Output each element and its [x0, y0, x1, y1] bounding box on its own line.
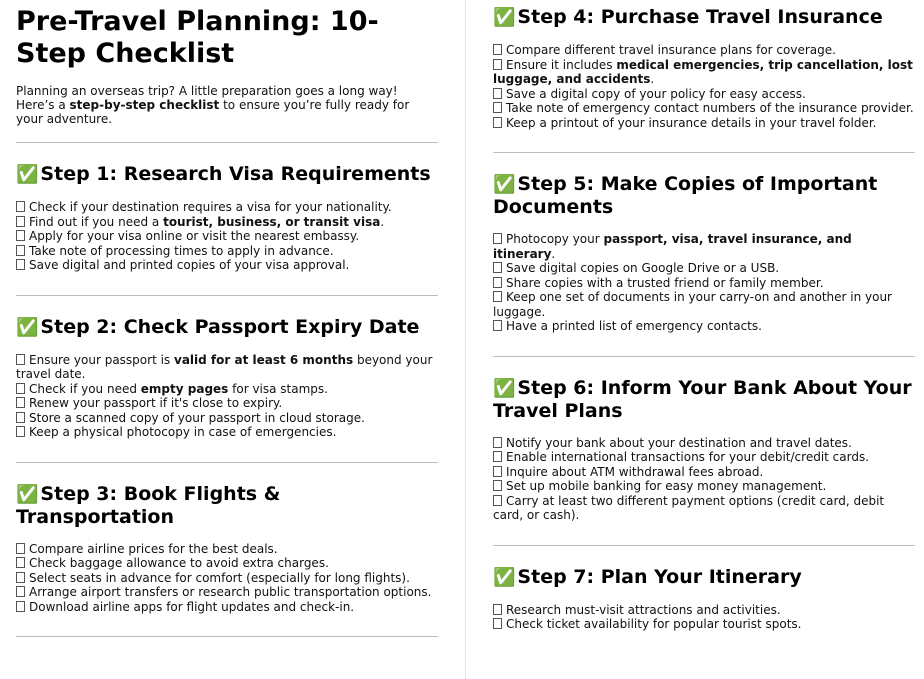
checklist-item: Ensure it includes medical emergencies, trip cancellation, lost luggage, and accidents. [493, 57, 913, 86]
checkmark-icon: ✅ [16, 316, 39, 338]
section-divider [493, 152, 915, 153]
step-1-section [16, 163, 438, 273]
checklist-item: Take note of emergency contact numbers of the insurance provider. [493, 101, 915, 116]
empty-checkbox-icon [493, 480, 502, 491]
checkmark-icon: ✅ [16, 164, 39, 185]
section-divider [16, 142, 438, 143]
step-4-section [493, 6, 915, 130]
empty-checkbox-icon [493, 117, 502, 128]
checklist [493, 436, 915, 523]
checklist-item: Keep one set of documents in your carry-on and another in your luggage. [493, 290, 892, 319]
empty-checkbox-icon [16, 426, 25, 437]
checklist [493, 232, 915, 334]
checklist-item: Select seats in advance for comfort (especially for long flights). [16, 571, 438, 586]
checklist-item: Arrange airport transfers or research public transportation options. [16, 585, 438, 600]
checklist-item: Keep a printout of your insurance details in your travel folder. [493, 116, 915, 131]
checklist [16, 353, 438, 440]
bold-text: valid for at least 6 months [174, 352, 354, 367]
checklist [493, 603, 915, 632]
step-title-text: Step 2: Check Passport Expiry Date [40, 315, 420, 338]
step-title [493, 6, 915, 29]
empty-checkbox-icon [16, 230, 25, 241]
empty-checkbox-icon [493, 320, 502, 331]
empty-checkbox-icon [16, 201, 25, 212]
step-title-text: Step 1: Research Visa Requirements [40, 163, 431, 185]
checkmark-icon: ✅ [493, 566, 516, 588]
step-title-text: Step 6: Inform Your Bank About Your Travel Plans [493, 376, 912, 422]
section-divider [16, 636, 438, 637]
section-divider [493, 545, 915, 546]
checklist [16, 542, 438, 615]
column-divider [465, 0, 466, 679]
checklist-item: Renew your passport if it's close to expiry. [16, 396, 438, 411]
checkmark-icon: ✅ [493, 174, 516, 195]
empty-checkbox-icon [493, 277, 502, 288]
checklist-item: Download airline apps for flight updates and check-in. [16, 600, 438, 615]
checklist-item: Apply for your visa online or visit the nearest embassy. [16, 229, 438, 244]
checklist-item: Save digital and printed copies of your visa approval. [16, 258, 438, 273]
step-title [16, 483, 438, 528]
step-2-section [16, 316, 438, 440]
checklist-item: Ensure your passport is valid for at least 6 months beyond your travel date. [16, 352, 433, 381]
empty-checkbox-icon [16, 601, 25, 612]
checklist-item: Keep a physical photocopy in case of emergencies. [16, 425, 438, 440]
empty-checkbox-icon [16, 354, 25, 365]
empty-checkbox-icon [16, 383, 25, 394]
empty-checkbox-icon [493, 59, 502, 70]
checklist-item: Compare airline prices for the best deals. [16, 542, 438, 557]
step-title [16, 316, 438, 339]
bold-text: passport, visa, travel insurance, and itinerary [493, 232, 852, 261]
empty-checkbox-icon [16, 397, 25, 408]
checklist [493, 43, 915, 130]
checklist-item: Save digital copies on Google Drive or a USB. [493, 261, 915, 276]
step-title [493, 377, 915, 422]
step-title-text: Step 5: Make Copies of Important Documents [493, 173, 878, 218]
checklist-item: Check baggage allowance to avoid extra charges. [16, 556, 438, 571]
checklist-item: Have a printed list of emergency contacts. [493, 319, 915, 334]
empty-checkbox-icon [16, 586, 25, 597]
empty-checkbox-icon [16, 572, 25, 583]
checkmark-icon: ✅ [493, 377, 516, 399]
empty-checkbox-icon [16, 543, 25, 554]
step-title-text: Step 7: Plan Your Itinerary [517, 565, 802, 588]
checklist-item: Share copies with a trusted friend or family member. [493, 276, 915, 291]
page-title: Pre-Travel Planning: 10-Step Checklist [16, 6, 379, 69]
right-column [493, 0, 915, 632]
empty-checkbox-icon [493, 102, 502, 113]
empty-checkbox-icon [493, 604, 502, 615]
step-3-section [16, 483, 438, 615]
section-divider [16, 462, 438, 463]
checklist-item: Take note of processing times to apply in advance. [16, 244, 438, 259]
empty-checkbox-icon [493, 44, 502, 55]
step-title-text: Step 3: Book Flights & Transportation [16, 482, 281, 528]
bold-text: empty pages [140, 381, 229, 396]
empty-checkbox-icon [493, 262, 502, 273]
empty-checkbox-icon [16, 259, 25, 270]
checklist-item: Compare different travel insurance plans for coverage. [493, 43, 915, 58]
checklist-item: Inquire about ATM withdrawal fees abroad. [493, 465, 915, 480]
empty-checkbox-icon [493, 495, 502, 506]
bold-text: step-by-step checklist [69, 98, 220, 112]
checkmark-icon: ✅ [16, 483, 39, 505]
section-divider [16, 295, 438, 296]
empty-checkbox-icon [16, 216, 25, 227]
checklist-item: Check ticket availability for popular tourist spots. [493, 617, 915, 632]
checklist-item: Find out if you need a tourist, business, or transit visa. [16, 215, 438, 230]
left-column [16, 0, 438, 637]
empty-checkbox-icon [493, 618, 502, 629]
step-title [493, 566, 915, 589]
empty-checkbox-icon [16, 557, 25, 568]
checklist-item: Enable international transactions for your debit/credit cards. [493, 450, 915, 465]
checklist-item: Research must-visit attractions and activities. [493, 603, 915, 618]
step-7-section [493, 566, 915, 632]
step-title-text: Step 4: Purchase Travel Insurance [517, 6, 883, 28]
empty-checkbox-icon [493, 451, 502, 462]
empty-checkbox-icon [493, 88, 502, 99]
checklist [16, 200, 438, 273]
checklist-item: Store a scanned copy of your passport in cloud storage. [16, 411, 438, 426]
empty-checkbox-icon [493, 437, 502, 448]
checklist-item: Photocopy your passport, visa, travel insurance, and itinerary. [493, 232, 852, 261]
step-title [493, 173, 915, 218]
step-5-section [493, 173, 915, 334]
bold-text: tourist, business, or transit visa [163, 214, 381, 229]
empty-checkbox-icon [493, 233, 502, 244]
checklist-item: Save a digital copy of your policy for easy access. [493, 87, 915, 102]
empty-checkbox-icon [493, 291, 502, 302]
checklist-item: Carry at least two different payment options (credit card, debit card, or cash). [493, 493, 885, 522]
intro-paragraph: Planning an overseas trip? A little preparation goes a long way! Here’s a step-by-step checklist to ensure you’re fully ready for your adventure. [16, 84, 410, 126]
section-divider [493, 356, 915, 357]
bold-text: medical emergencies, trip cancellation, lost luggage, and accidents [493, 57, 913, 86]
empty-checkbox-icon [16, 245, 25, 256]
checklist-item: Check if you need empty pages for visa stamps. [16, 382, 438, 397]
checkmark-icon: ✅ [493, 7, 516, 28]
empty-checkbox-icon [493, 466, 502, 477]
checklist-item: Check if your destination requires a visa for your nationality. [16, 200, 438, 215]
step-title [16, 163, 438, 186]
step-6-section [493, 377, 915, 523]
checklist-item: Set up mobile banking for easy money management. [493, 479, 915, 494]
checklist-item: Notify your bank about your destination and travel dates. [493, 436, 915, 451]
empty-checkbox-icon [16, 412, 25, 423]
